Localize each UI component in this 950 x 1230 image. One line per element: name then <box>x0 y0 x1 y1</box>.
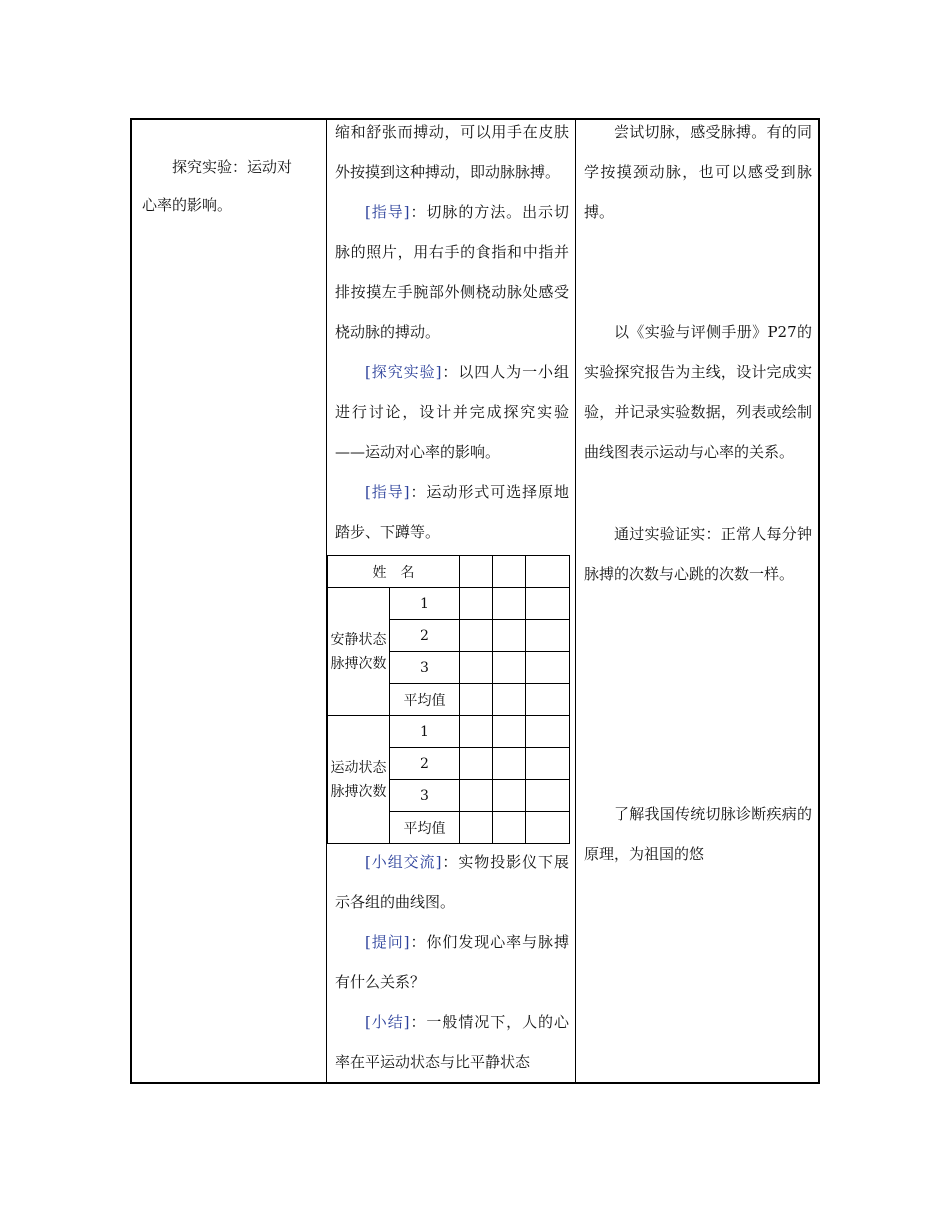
table-cell <box>493 812 526 844</box>
guide-paragraph-1 <box>335 192 569 352</box>
question-text: ：你们发现心率与脉搏有什么关系？ <box>335 933 569 991</box>
table-cell <box>493 620 526 652</box>
table-cell <box>493 556 526 588</box>
row-label: 1 <box>390 588 460 620</box>
question-paragraph <box>335 922 569 1002</box>
row-label: 2 <box>390 620 460 652</box>
table-cell <box>493 652 526 684</box>
summary-paragraph <box>335 1002 569 1082</box>
table-cell <box>526 556 570 588</box>
guide-tag: [指导] <box>365 483 410 501</box>
group-label-rest: 安静状态脉搏次数 <box>328 588 390 716</box>
table-cell <box>526 588 570 620</box>
table-row <box>328 556 570 588</box>
table-cell <box>460 620 493 652</box>
student-text-1: 尝试切脉，感受脉搏。有的同学按摸颈动脉，也可以感受到脉搏。 <box>584 123 812 221</box>
table-cell <box>493 748 526 780</box>
row-label: 3 <box>390 652 460 684</box>
table-cell <box>460 812 493 844</box>
table-cell <box>460 780 493 812</box>
summary-text: ：一般情况下，人的心率在平运动状态与比平静状态 <box>335 1013 569 1071</box>
question-tag: [提问] <box>365 933 410 951</box>
table-cell <box>460 588 493 620</box>
table-row <box>328 588 570 620</box>
table-cell <box>526 620 570 652</box>
table-cell <box>526 652 570 684</box>
share-tag: [小组交流] <box>365 853 442 871</box>
share-text: ：实物投影仪下展示各组的曲线图。 <box>335 853 569 911</box>
table-cell <box>526 748 570 780</box>
table-cell <box>493 716 526 748</box>
row-label: 平均值 <box>390 812 460 844</box>
table-cell <box>526 716 570 748</box>
table-cell <box>526 780 570 812</box>
group-label-exercise: 运动状态脉搏次数 <box>328 716 390 844</box>
table-cell <box>460 748 493 780</box>
pulse-record-table <box>327 555 570 844</box>
table-cell <box>460 652 493 684</box>
table-cell <box>493 684 526 716</box>
guide-text: ：切脉的方法。出示切脉的照片，用右手的食指和中指并排按摸左手腕部外侧桡动脉处感受桡动脉的搏动。 <box>335 203 569 341</box>
student-text-2: 以《实验与评侧手册》P27的实验探究报告为主线，设计完成实验，并记录实验数据，列表或绘制曲线图表示运动与心率的关系。 <box>584 323 812 461</box>
lesson-table <box>130 118 820 1084</box>
topic-column <box>132 120 326 1082</box>
row-label: 2 <box>390 748 460 780</box>
table-cell <box>493 780 526 812</box>
experiment-tag: [探究实验] <box>365 363 442 381</box>
summary-tag: [小结] <box>365 1013 410 1031</box>
topic-line-1: 探究实验：运动对 <box>172 158 293 176</box>
row-label: 平均值 <box>390 684 460 716</box>
guide-paragraph-2 <box>335 472 569 552</box>
student-text-3: 通过实验证实：正常人每分钟脉搏的次数与心跳的次数一样。 <box>584 525 812 583</box>
table-cell <box>526 684 570 716</box>
text-pulse-intro: 缩和舒张而搏动，可以用手在皮肤外按摸到这种搏动，即动脉脉搏。 <box>335 123 569 181</box>
student-activity-column <box>576 120 820 1082</box>
table-cell <box>493 588 526 620</box>
group-share-paragraph <box>335 842 569 922</box>
teacher-activity-column <box>327 120 575 1082</box>
table-cell <box>460 556 493 588</box>
name-header: 姓 名 <box>328 556 460 588</box>
row-label: 1 <box>390 716 460 748</box>
table-row <box>328 716 570 748</box>
student-text-4: 了解我国传统切脉诊断疾病的原理，为祖国的悠 <box>584 805 812 863</box>
experiment-text: ：以四人为一小组进行讨论，设计并完成探究实验——运动对心率的影响。 <box>335 363 569 461</box>
table-cell <box>460 684 493 716</box>
table-cell <box>526 812 570 844</box>
guide-text: ：运动形式可选择原地踏步、下蹲等。 <box>335 483 569 541</box>
guide-tag: [指导] <box>365 203 410 221</box>
table-cell <box>460 716 493 748</box>
topic-line-2: 心率的影响。 <box>142 196 233 214</box>
experiment-paragraph <box>335 352 569 472</box>
row-label: 3 <box>390 780 460 812</box>
